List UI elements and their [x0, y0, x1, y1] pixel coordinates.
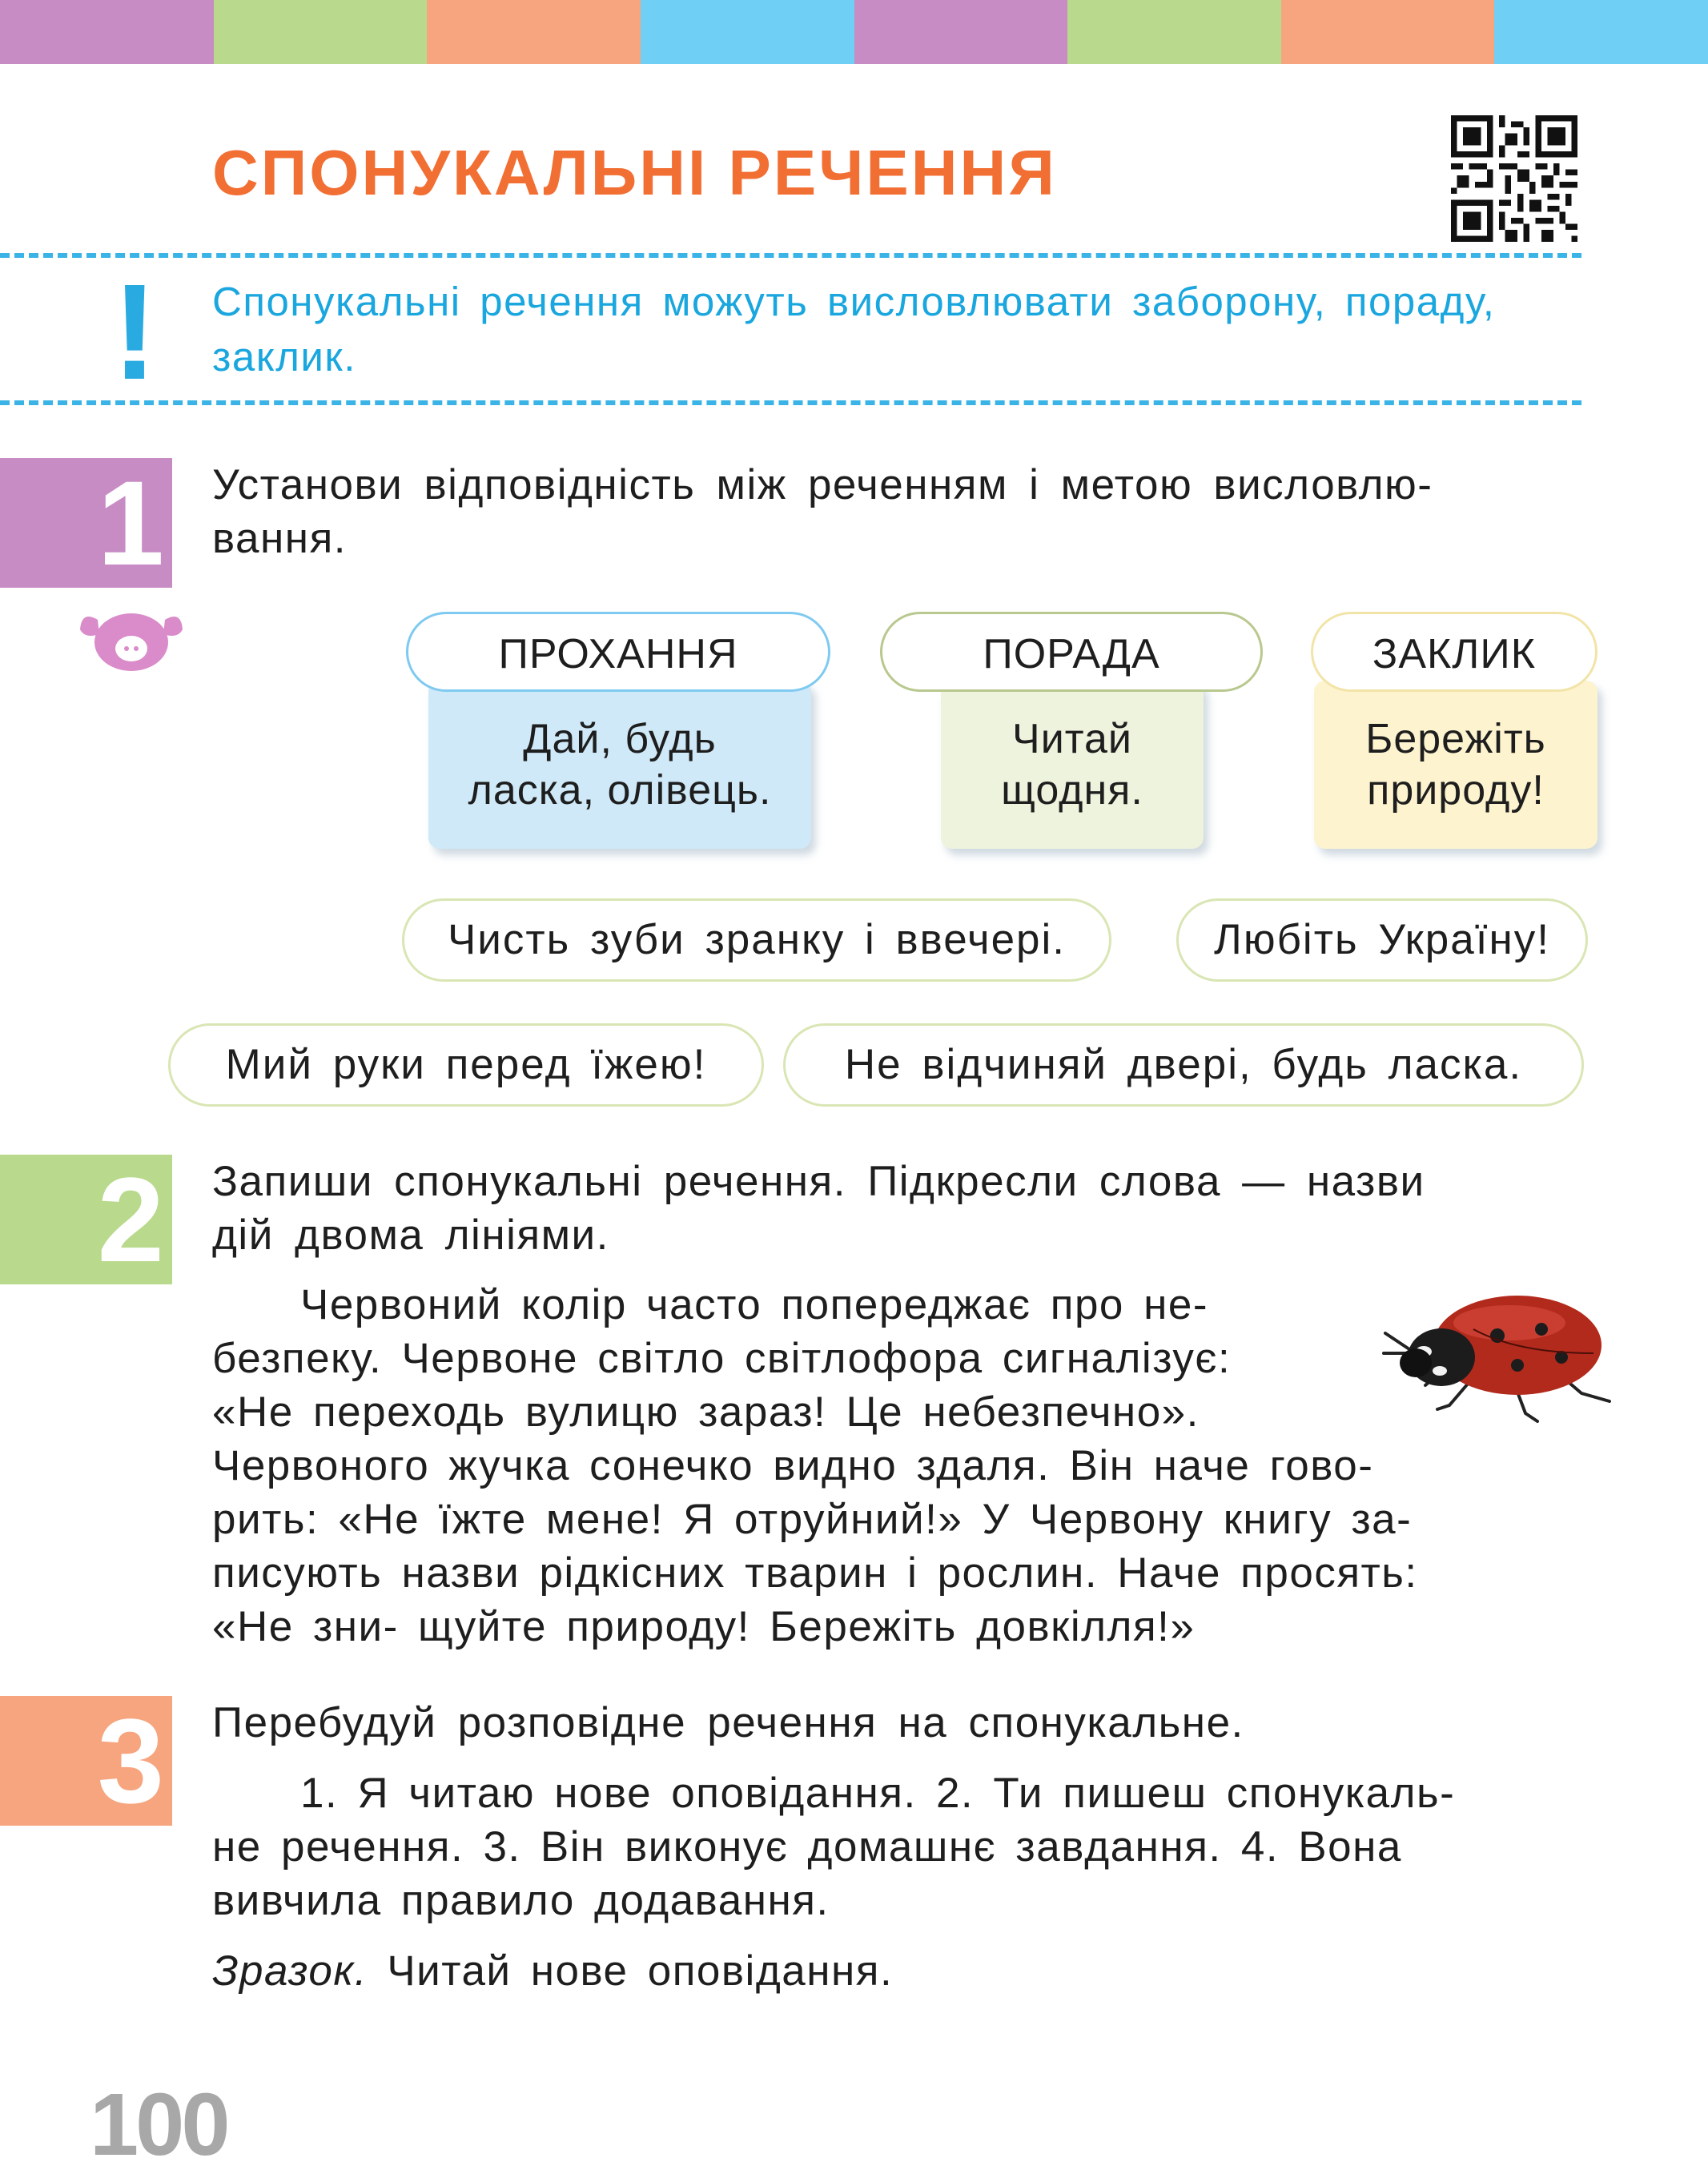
- text-line: рить: «Не їжте мене! Я отруйний!» У Червону книгу за-: [212, 1496, 1413, 1543]
- request-card-body: [428, 681, 811, 849]
- strip-segment: [854, 0, 1068, 64]
- sentence-pill[interactable]: Мий руки перед їжею!: [168, 1023, 764, 1107]
- pig-snout-icon: [78, 602, 184, 674]
- task2-instruction-line: Запиши спонукальні речення. Підкресли слова — назви: [212, 1158, 1425, 1205]
- task1-instruction: [212, 458, 1573, 565]
- sentence-pill[interactable]: Не відчиняй двері, будь ласка.: [783, 1023, 1584, 1107]
- appeal-card-heading: ЗАКЛИК: [1311, 612, 1597, 692]
- text-line: вивчила правило додавання.: [212, 1877, 830, 1924]
- card-text-line: природу!: [1367, 767, 1545, 814]
- appeal-card-body: [1314, 681, 1597, 849]
- card-text-line: Бережіть: [1365, 716, 1546, 762]
- task2-instruction: [212, 1155, 1573, 1262]
- task2-instruction-line: дій двома лініями.: [212, 1212, 609, 1259]
- text-line: Червоний колір часто попереджає про не-: [300, 1281, 1209, 1328]
- task3-sample: [212, 1944, 1589, 1998]
- text-line: не речення. 3. Він виконує домашнє завдання. 4. Вона: [212, 1823, 1402, 1871]
- text-line: 1. Я читаю нове оповідання. 2. Ти пишеш спонукаль-: [300, 1770, 1456, 1817]
- strip-segment: [1281, 0, 1495, 64]
- task3-instruction: Перебудуй розповідне речення на спонукальне.: [212, 1699, 1244, 1746]
- task1-instruction-line: Установи відповідність між реченням і метою висловлю-: [212, 461, 1433, 508]
- task1-instruction-line: вання.: [212, 515, 347, 562]
- sentence-pill[interactable]: Чисть зуби зранку і ввечері.: [402, 898, 1111, 982]
- card-text-line: Читай: [1012, 716, 1132, 762]
- strip-segment: [1494, 0, 1708, 64]
- task-number-2: 2: [0, 1155, 172, 1284]
- card-text-line: щодня.: [1001, 767, 1143, 814]
- sentence-pill[interactable]: Любіть Україну!: [1176, 898, 1588, 982]
- text-line: Червоного жучка сонечко видно здаля. Він наче гово-: [212, 1442, 1374, 1489]
- text-line: «Не переходь вулицю зараз! Це небезпечно».: [212, 1388, 1200, 1436]
- strip-segment: [0, 0, 214, 64]
- card-text-line: Дай, будь: [523, 716, 717, 762]
- strip-segment: [1067, 0, 1281, 64]
- top-color-strip: [0, 0, 1708, 64]
- advice-card-heading: ПОРАДА: [880, 612, 1263, 692]
- sample-label: Зразок.: [212, 1947, 368, 1995]
- page-title: СПОНУКАЛЬНІ РЕЧЕННЯ: [212, 137, 1057, 208]
- sample-text: Читай нове оповідання.: [387, 1947, 894, 1995]
- task-number-3: 3: [0, 1696, 172, 1826]
- text-line: «Не зни- щуйте природу! Бережіть довкілля!»: [212, 1603, 1196, 1650]
- card-text-line: ласка, олівець.: [468, 767, 772, 814]
- request-card-heading: ПРОХАННЯ: [406, 612, 830, 692]
- strip-segment: [641, 0, 854, 64]
- qr-code-icon[interactable]: [1451, 115, 1577, 242]
- strip-segment: [214, 0, 428, 64]
- advice-card-body: [941, 681, 1204, 849]
- strip-segment: [427, 0, 641, 64]
- ladybug-image: [1377, 1273, 1618, 1425]
- text-line: безпеку. Червоне світло світлофора сигналізує:: [212, 1335, 1232, 1382]
- rule-text: Спонукальні речення можуть висловлювати заборону, пораду, заклик.: [212, 279, 1496, 380]
- page-number: 100: [90, 2076, 227, 2174]
- text-line: писують назви рідкісних тварин і рослин. Наче просять:: [212, 1549, 1418, 1597]
- task-number-1: 1: [0, 458, 172, 588]
- exclamation-icon: !: [112, 256, 158, 408]
- task3-text: [212, 1766, 1589, 1927]
- rule-top-divider: [0, 253, 1581, 258]
- rule-bottom-divider: [0, 400, 1581, 405]
